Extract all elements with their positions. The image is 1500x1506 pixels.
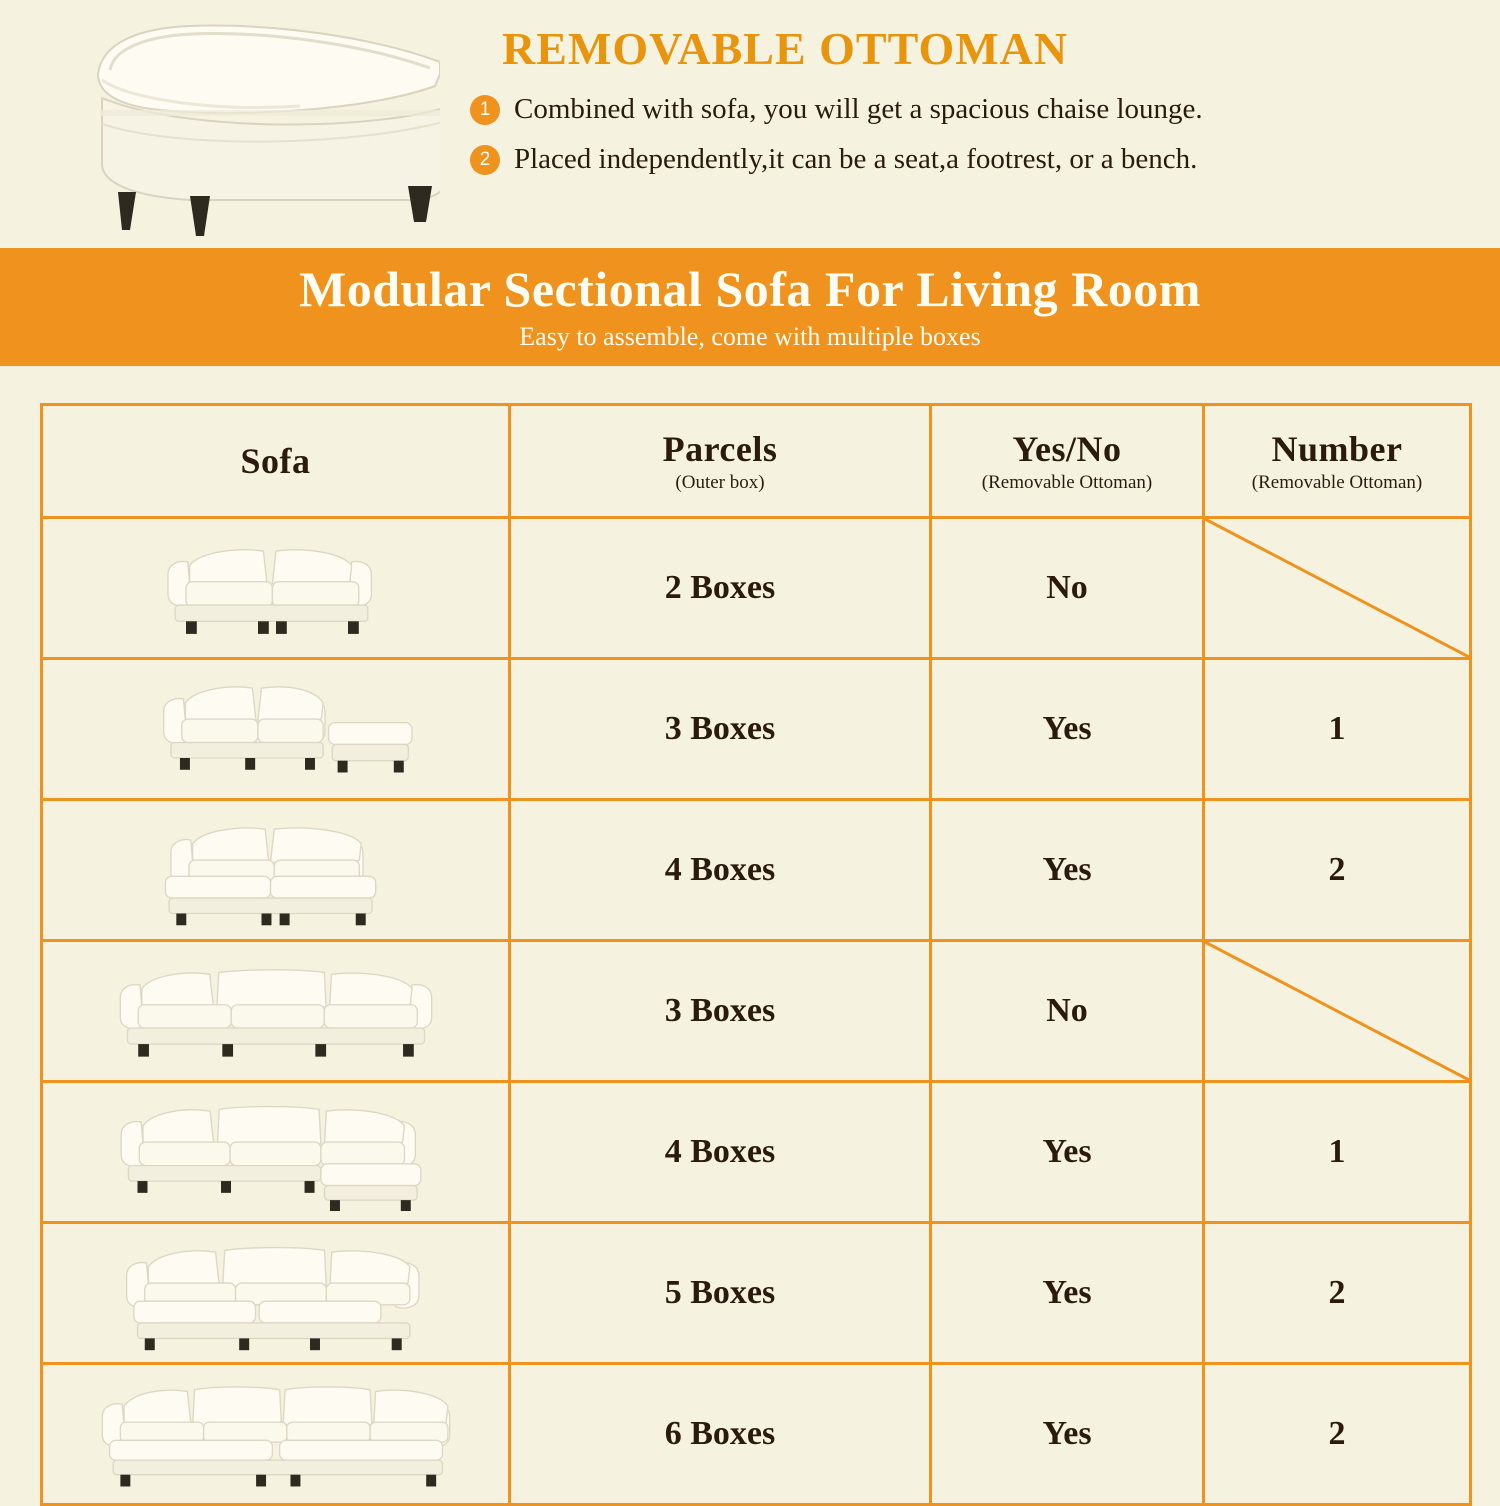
table-body bbox=[42, 518, 1471, 1505]
header-sublabel-yesno: (Removable Ottoman) bbox=[981, 472, 1153, 493]
sofa-image-cell bbox=[42, 941, 510, 1082]
parcels-value: 4 Boxes bbox=[664, 851, 776, 888]
spec-table bbox=[40, 403, 1472, 1506]
number-cell bbox=[1204, 800, 1471, 941]
parcels-cell bbox=[510, 1364, 931, 1505]
sofa-3seat-icon bbox=[106, 952, 446, 1070]
banner-subtitle: Easy to assemble, come with multiple boxes bbox=[519, 322, 981, 351]
number-cell bbox=[1204, 1364, 1471, 1505]
diagonal-slash-icon bbox=[1205, 942, 1469, 1080]
sofa-image-cell bbox=[42, 1082, 510, 1223]
bullet-number-icon: 1 bbox=[470, 95, 500, 125]
parcels-cell bbox=[510, 518, 931, 659]
sofa-3seat-two-ottomans-icon bbox=[103, 1232, 448, 1354]
header-sublabel-parcels: (Outer box) bbox=[675, 472, 765, 493]
page-title: REMOVABLE OTTOMAN bbox=[502, 23, 1069, 74]
header-cell-sofa bbox=[42, 405, 510, 518]
bullet-text-1: Combined with sofa, you will get a spacious chaise lounge. bbox=[514, 93, 1203, 125]
table-row bbox=[42, 1082, 1471, 1223]
number-cell bbox=[1204, 1082, 1471, 1223]
sofa-image-cell bbox=[42, 1223, 510, 1364]
number-value: 2 bbox=[1328, 1274, 1346, 1311]
parcels-cell bbox=[510, 659, 931, 800]
top-section bbox=[0, 0, 1500, 248]
table-row bbox=[42, 800, 1471, 941]
sofa-3seat-one-ottoman-icon bbox=[103, 1091, 448, 1213]
spec-table-wrapper bbox=[40, 403, 1460, 1478]
header-label-parcels: Parcels bbox=[662, 429, 778, 469]
table-row bbox=[42, 1223, 1471, 1364]
sofa-image-cell bbox=[42, 1364, 510, 1505]
parcels-value: 5 Boxes bbox=[664, 1274, 776, 1311]
yesno-value: Yes bbox=[1042, 1133, 1092, 1170]
parcels-cell bbox=[510, 800, 931, 941]
number-cell-empty bbox=[1204, 941, 1471, 1082]
sofa-image-cell bbox=[42, 800, 510, 941]
yesno-value: No bbox=[1046, 992, 1088, 1029]
sofa-image-cell bbox=[42, 659, 510, 800]
top-text-block bbox=[470, 22, 1470, 192]
table-header-row bbox=[42, 405, 1471, 518]
banner bbox=[0, 248, 1500, 366]
yesno-value: Yes bbox=[1042, 1274, 1092, 1311]
yesno-value: Yes bbox=[1042, 1415, 1092, 1452]
yesno-cell bbox=[931, 1364, 1204, 1505]
parcels-cell bbox=[510, 941, 931, 1082]
bullet-item-1 bbox=[470, 91, 1470, 127]
sofa-2seat-icon bbox=[141, 528, 411, 648]
header-label-yesno: Yes/No bbox=[1012, 429, 1122, 469]
parcels-value: 2 Boxes bbox=[664, 569, 776, 606]
parcels-value: 3 Boxes bbox=[664, 992, 776, 1029]
sofa-4seat-two-ottomans-icon bbox=[86, 1374, 466, 1494]
parcels-value: 6 Boxes bbox=[664, 1415, 776, 1452]
table-row bbox=[42, 518, 1471, 659]
number-value: 2 bbox=[1328, 1415, 1346, 1452]
yesno-value: Yes bbox=[1042, 851, 1092, 888]
number-value: 1 bbox=[1328, 1133, 1346, 1170]
header-cell-number bbox=[1204, 405, 1471, 518]
yesno-cell bbox=[931, 800, 1204, 941]
sofa-2seat-two-ottomans-icon bbox=[131, 810, 421, 930]
header-cell-yesno bbox=[931, 405, 1204, 518]
bullet-item-2 bbox=[470, 141, 1470, 177]
table-row bbox=[42, 941, 1471, 1082]
parcels-value: 4 Boxes bbox=[664, 1133, 776, 1170]
bullet-text-2: Placed independently,it can be a seat,a footrest, or a bench. bbox=[514, 143, 1198, 176]
header-cell-parcels bbox=[510, 405, 931, 518]
sofa-image-cell bbox=[42, 518, 510, 659]
yesno-value: Yes bbox=[1042, 710, 1092, 747]
yesno-cell bbox=[931, 1082, 1204, 1223]
yesno-cell bbox=[931, 518, 1204, 659]
number-value: 1 bbox=[1328, 710, 1346, 747]
sofa-2seat-one-ottoman-icon bbox=[131, 669, 421, 789]
number-cell bbox=[1204, 659, 1471, 800]
yesno-cell bbox=[931, 941, 1204, 1082]
parcels-cell bbox=[510, 1082, 931, 1223]
yesno-cell bbox=[931, 659, 1204, 800]
header-label-number: Number bbox=[1271, 429, 1403, 469]
bullet-number-icon: 2 bbox=[470, 145, 500, 175]
yesno-cell bbox=[931, 1223, 1204, 1364]
parcels-cell bbox=[510, 1223, 931, 1364]
parcels-value: 3 Boxes bbox=[664, 710, 776, 747]
header-sublabel-number: (Removable Ottoman) bbox=[1251, 472, 1423, 493]
yesno-value: No bbox=[1046, 569, 1088, 606]
number-cell bbox=[1204, 1223, 1471, 1364]
table-header bbox=[42, 405, 1471, 518]
table-row bbox=[42, 659, 1471, 800]
removable-ottoman-image bbox=[40, 14, 440, 239]
number-cell-empty bbox=[1204, 518, 1471, 659]
header-label-sofa: Sofa bbox=[240, 441, 311, 481]
banner-title: Modular Sectional Sofa For Living Room bbox=[299, 261, 1201, 317]
table-row bbox=[42, 1364, 1471, 1505]
diagonal-slash-icon bbox=[1205, 519, 1469, 657]
number-value: 2 bbox=[1328, 851, 1346, 888]
